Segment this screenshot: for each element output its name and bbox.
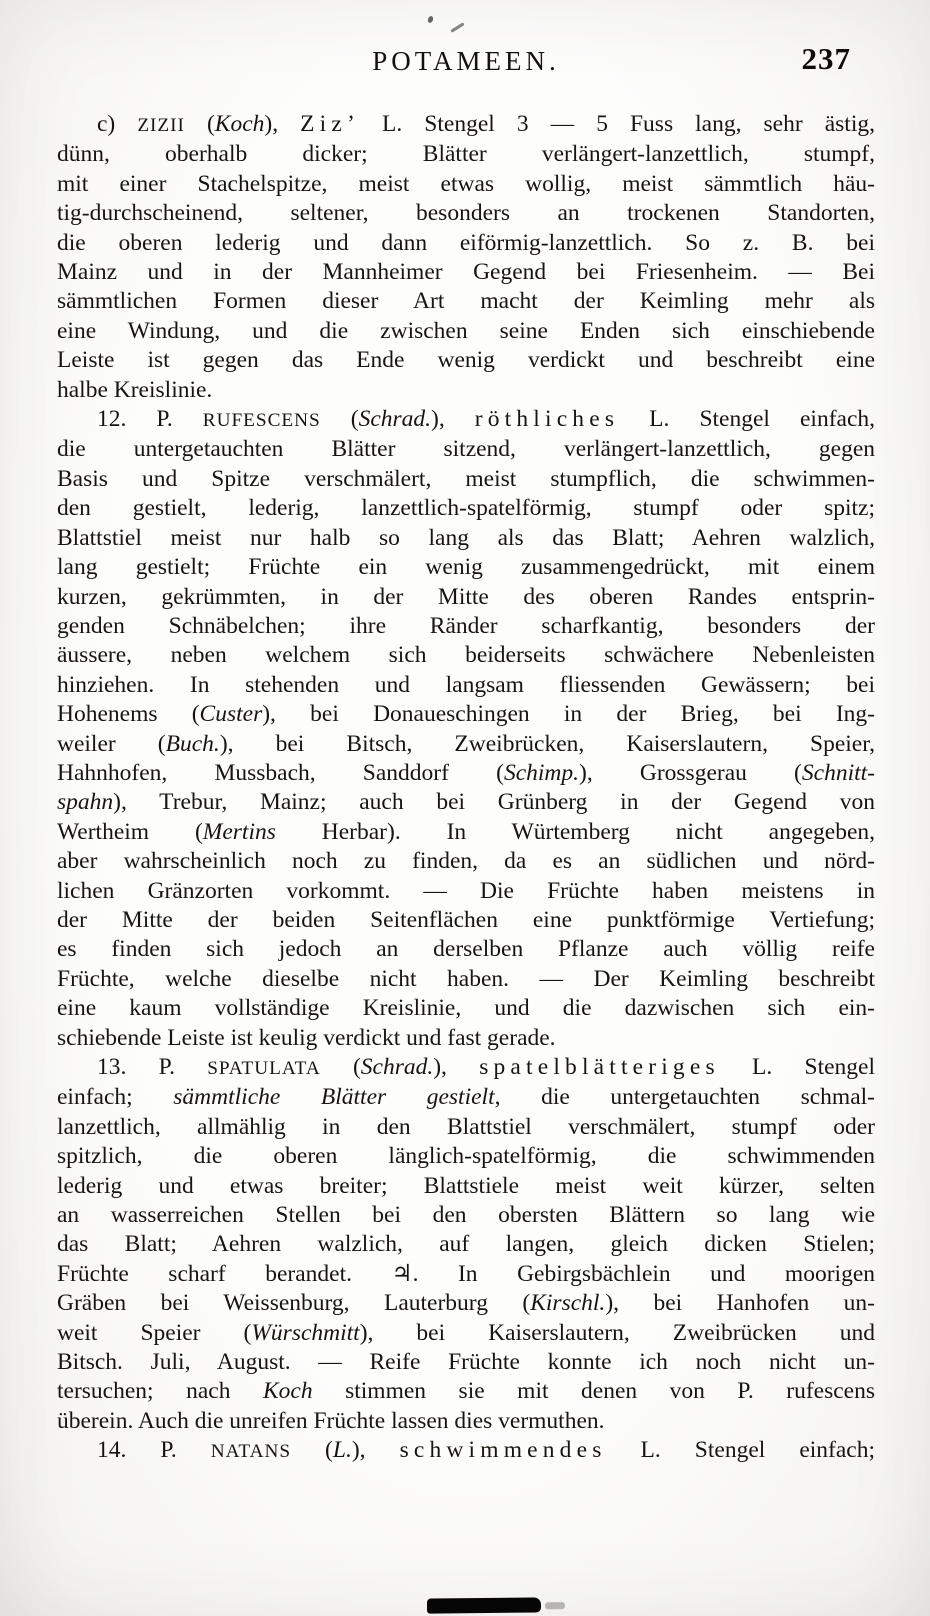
- text: L. Stengel: [719, 1054, 875, 1080]
- text-line: [57, 229, 875, 258]
- text: sämmtlichen Formen dieser Art macht der Keimling mehr als: [57, 288, 875, 315]
- paragraph-12-rufescens: [57, 405, 875, 1053]
- text: ),: [433, 1054, 480, 1080]
- text: ), bei Kaiserslautern, Zweibrücken und: [359, 1319, 875, 1346]
- text: aber wahrscheinlich noch zu finden, da es an südlichen und nörd-: [57, 848, 875, 875]
- text-line: [57, 759, 875, 788]
- text: es finden sich jedoch an derselben Pflanze auch völlig reife: [57, 936, 875, 963]
- small-caps-text: NATANS: [210, 1441, 292, 1463]
- text: (: [184, 111, 215, 137]
- italic-text: Würschmitt: [251, 1319, 360, 1346]
- italic-text: Custer: [199, 701, 263, 728]
- text-line: [57, 1024, 875, 1053]
- text-line: [57, 965, 875, 994]
- page-header: [57, 41, 875, 88]
- text-line: [57, 317, 875, 346]
- text: eine kaum vollständige Kreislinie, und die dazwischen sich ein-: [57, 995, 875, 1022]
- text: lanzettlich, allmählig in den Blattstiel verschmälert, stumpf oder: [57, 1113, 875, 1140]
- text: lederig und etwas breiter; Blattstiele meist weit kürzer, selten: [57, 1172, 875, 1199]
- text: L. Stengel einfach,: [619, 406, 876, 433]
- text-line: [57, 1319, 875, 1348]
- text: Blattstiel meist nur halb so lang als das Blatt; Aehren walzlich,: [57, 524, 875, 551]
- text-line: [57, 877, 875, 906]
- text: einfach;: [57, 1084, 174, 1111]
- text: ), Grossgerau (: [579, 759, 802, 786]
- text-line: [57, 700, 875, 729]
- text-block: [57, 110, 875, 1467]
- italic-text: spahn: [57, 789, 114, 816]
- text: , die untergetauchten schmal-: [494, 1084, 875, 1111]
- text-line: [57, 258, 875, 287]
- text: hinziehen. In stehenden und langsam fliessenden Gewässern; bei: [57, 671, 875, 698]
- text-line: [57, 170, 875, 199]
- text: L. Stengel 3 — 5 Fuss lang, sehr ästig,: [359, 111, 875, 137]
- text: 14. P.: [97, 1437, 211, 1464]
- italic-text: Mertins: [202, 818, 276, 845]
- text: Hahnhofen, Mussbach, Sanddorf (: [57, 759, 504, 786]
- letterspaced-text: spatelblätteriges: [479, 1054, 720, 1080]
- text: schiebende Leiste ist keulig verdickt und fast gerade.: [57, 1024, 556, 1051]
- text: die oberen lederig und dann eiförmig-lanzettlich. So z. B. bei: [57, 229, 875, 256]
- text: ),: [351, 1437, 400, 1464]
- text: den gestielt, lederig, lanzettlich-spatelförmig, stumpf oder spitz;: [57, 495, 875, 522]
- text: Wertheim (: [57, 818, 203, 845]
- text-line: [57, 1348, 875, 1377]
- paragraph-c-zizii: [57, 110, 875, 405]
- italic-text: Schnitt-: [801, 759, 875, 786]
- letterspaced-text: röthliches: [474, 406, 620, 433]
- text-line: [57, 1083, 875, 1112]
- text-line: [57, 346, 875, 375]
- text-line: [57, 1289, 875, 1318]
- text-line: [57, 906, 875, 935]
- letterspaced-text: Ziz’: [300, 111, 360, 137]
- italic-text: Schimp.: [503, 759, 579, 786]
- text-line: [57, 376, 875, 405]
- italic-text: Schrad.: [360, 1054, 434, 1080]
- text: lichen Gränzorten vorkommt. — Die Früchte haben meistens in: [57, 877, 875, 904]
- text-line: [57, 1172, 875, 1201]
- text-line: [57, 1142, 875, 1171]
- text-line: [57, 405, 875, 435]
- text: ),: [431, 406, 475, 433]
- text: (: [320, 406, 359, 433]
- text: der Mitte der beiden Seitenflächen eine punktförmige Vertiefung;: [57, 906, 875, 933]
- text: Früchte, welche dieselbe nicht haben. — Der Keimling beschreibt: [57, 965, 875, 992]
- text: mit einer Stachelspitze, meist etwas wollig, meist sämmtlich häu-: [57, 170, 875, 197]
- text-line: [57, 287, 875, 316]
- text: Leiste ist gegen das Ende wenig verdickt und beschreibt eine: [57, 347, 875, 374]
- text: Basis und Spitze verschmälert, meist stumpflich, die schwimmen-: [57, 465, 875, 492]
- italic-text: Koch: [262, 1378, 313, 1405]
- italic-text: L.: [332, 1437, 352, 1464]
- text-line: [57, 641, 875, 670]
- text: lang gestielt; Früchte ein wenig zusammengedrückt, mit einem: [57, 554, 875, 581]
- scan-artifact-ink-blot: [427, 1597, 541, 1613]
- text-line: [57, 1260, 875, 1289]
- text: tig-durchscheinend, seltener, besonders an trockenen Standorten,: [57, 200, 875, 227]
- text: Gräben bei Weissenburg, Lauterburg (: [57, 1290, 531, 1317]
- text-line: [57, 1113, 875, 1142]
- text: Mainz und in der Mannheimer Gegend bei Friesenheim. — Bei: [57, 259, 875, 286]
- text: 12. P.: [97, 406, 203, 433]
- italic-text: Koch: [214, 111, 265, 137]
- text-line: [57, 1053, 875, 1083]
- page-number: 237: [801, 41, 851, 76]
- text: ), bei Hanhofen un-: [605, 1290, 875, 1317]
- text: genden Schnäbelchen; ihre Ränder scharfkantig, besonders der: [57, 612, 875, 639]
- text-line: [57, 788, 875, 817]
- text: spitzlich, die oberen länglich-spatelförmig, die schwimmenden: [57, 1143, 875, 1170]
- text: ), bei Bitsch, Zweibrücken, Kaiserslautern, Speier,: [219, 730, 875, 757]
- text-line: [57, 583, 875, 612]
- text: an wasserreichen Stellen bei den obersten Blättern so lang wie: [57, 1202, 875, 1229]
- text: stimmen sie mit denen von P. rufescens: [312, 1378, 875, 1405]
- text: ), bei Donaueschingen in der Brieg, bei Ing-: [262, 701, 875, 728]
- text: 13. P.: [97, 1054, 208, 1080]
- text: L. Stengel einfach;: [606, 1437, 875, 1464]
- letterspaced-text: schwimmendes: [399, 1437, 607, 1464]
- text-line: [57, 140, 875, 169]
- small-caps-text: ZIZII: [137, 115, 185, 136]
- text: eine Windung, und die zwischen seine Enden sich einschiebende: [57, 317, 875, 344]
- text: dünn, oberhalb dicker; Blätter verlängert-lanzettlich, stumpf,: [57, 141, 875, 168]
- text-line: [57, 1436, 875, 1466]
- text-line: [57, 847, 875, 876]
- text: tersuchen; nach: [57, 1378, 263, 1405]
- text-line: [57, 553, 875, 582]
- text: ),: [264, 111, 301, 137]
- text: das Blatt; Aehren walzlich, auf langen, gleich dicken Stielen;: [57, 1231, 875, 1258]
- text: Bitsch. Juli, August. — Reife Früchte konnte ich noch nicht un-: [57, 1349, 875, 1376]
- text-line: [57, 818, 875, 847]
- text: überein. Auch die unreifen Früchte lassen dies vermuthen.: [57, 1407, 605, 1434]
- text: (: [320, 1054, 361, 1080]
- text-line: [57, 1407, 875, 1436]
- text-line: [57, 465, 875, 494]
- text: Früchte scharf berandet. ♃. In Gebirgsbächlein und moorigen: [57, 1260, 875, 1287]
- text-line: [57, 1377, 875, 1406]
- text-line: [57, 671, 875, 700]
- text-line: [57, 612, 875, 641]
- running-title: POTAMEEN.: [372, 46, 560, 76]
- italic-text: sämmtliche Blätter gestielt: [173, 1084, 495, 1111]
- text-line: [57, 994, 875, 1023]
- text: weiler (: [57, 730, 166, 757]
- text: weit Speier (: [57, 1319, 252, 1346]
- scan-artifact-stroke: [450, 22, 464, 32]
- text-line: [57, 110, 875, 140]
- italic-text: Schrad.: [358, 406, 432, 433]
- text: ), Trebur, Mainz; auch bei Grünberg in der Gegend von: [113, 789, 875, 816]
- text-line: [57, 494, 875, 523]
- text: Herbar). In Würtemberg nicht angegeben,: [275, 818, 875, 845]
- small-caps-text: SPATULATA: [207, 1058, 321, 1079]
- text-line: [57, 199, 875, 228]
- text: die untergetauchten Blätter sitzend, verlängert-lanzettlich, gegen: [57, 436, 875, 463]
- text: (: [291, 1437, 333, 1464]
- text-line: [57, 1230, 875, 1259]
- text: c): [97, 111, 138, 137]
- text-line: [57, 730, 875, 759]
- italic-text: Buch.: [165, 730, 220, 757]
- text-line: [57, 935, 875, 964]
- scan-artifact-dot: [427, 15, 434, 23]
- text-line: [57, 524, 875, 553]
- paragraph-13-spatulata: [57, 1053, 875, 1436]
- text: äussere, neben welchem sich beiderseits schwächere Nebenleisten: [57, 642, 875, 669]
- text: halbe Kreislinie.: [57, 376, 213, 403]
- paragraph-14-natans: [57, 1436, 875, 1466]
- text-line: [57, 1201, 875, 1230]
- text-line: [57, 435, 875, 464]
- text: Hohenems (: [57, 701, 200, 728]
- small-caps-text: RUFESCENS: [202, 410, 321, 432]
- text: kurzen, gekrümmten, in der Mitte des oberen Randes entsprin-: [57, 583, 875, 610]
- italic-text: Kirschl.: [530, 1290, 606, 1317]
